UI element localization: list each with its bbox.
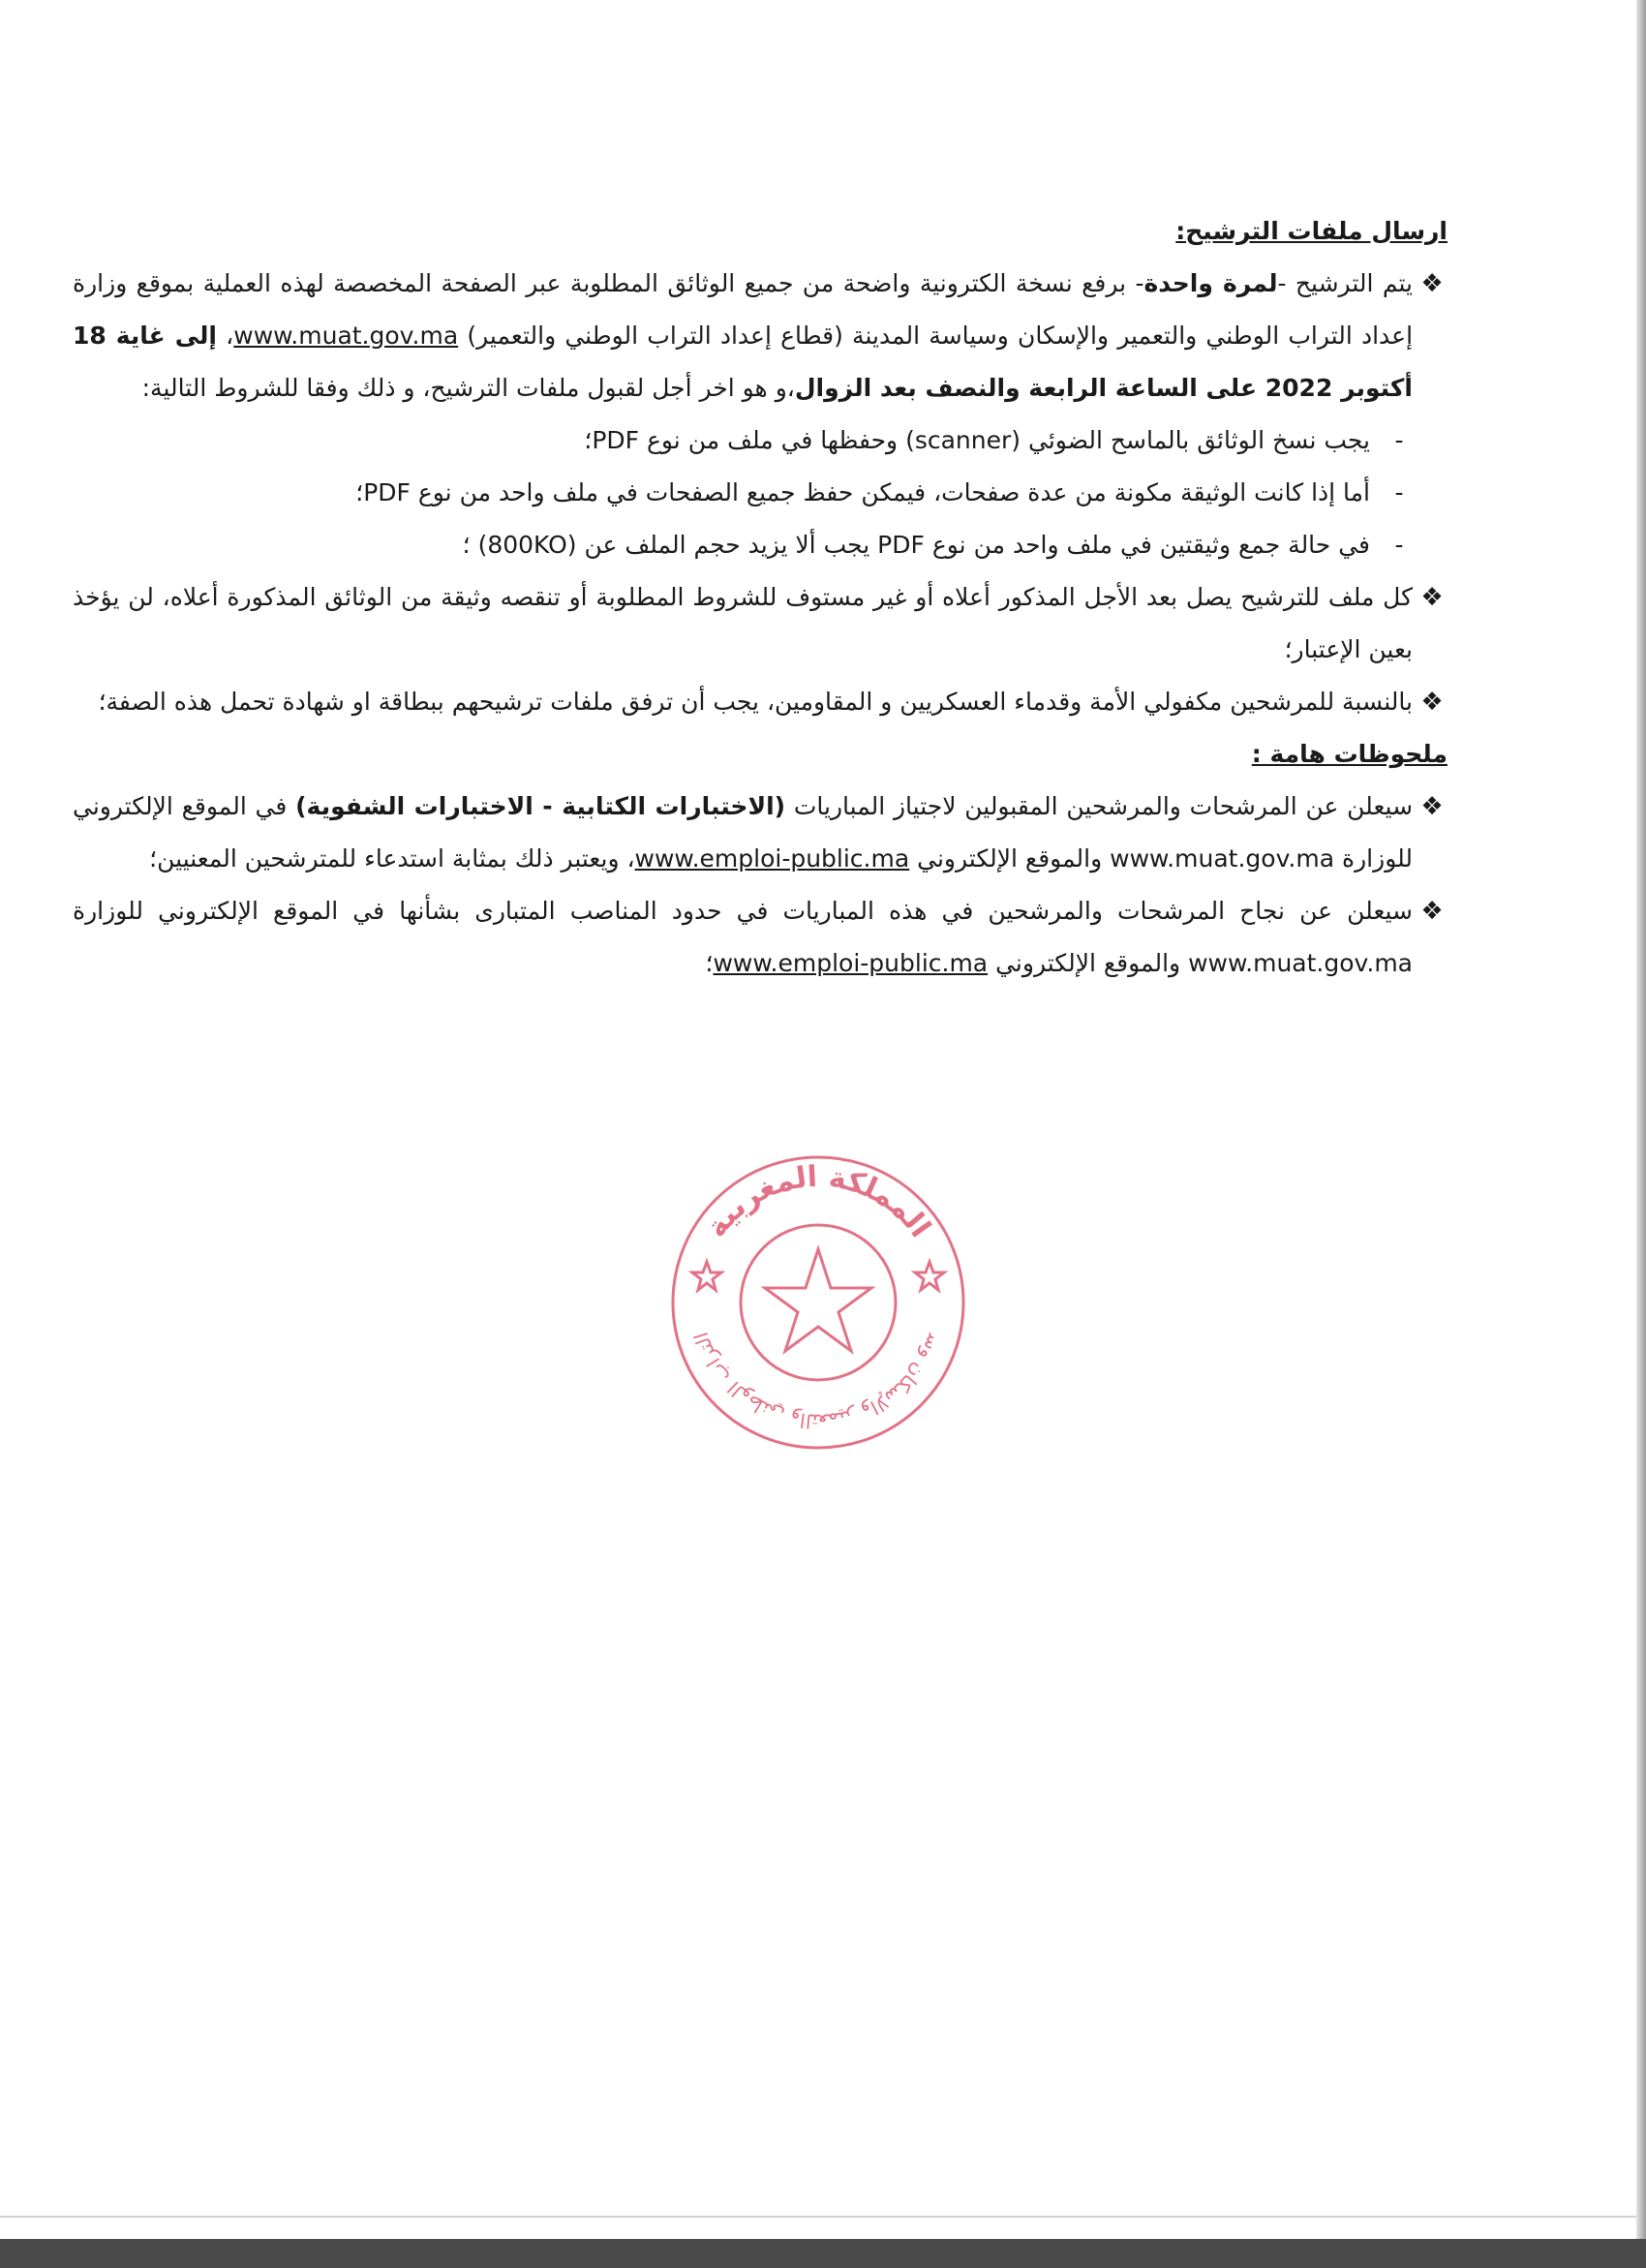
condition-item: - أما إذا كانت الوثيقة مكونة من عدة صفحات، فيمكن حفظ جميع الصفحات في ملف واحد من نوع PDF؛ [73, 467, 1448, 519]
link-emploi-public[interactable]: www.emploi-public.ma [713, 949, 989, 977]
heading-submission: ارسال ملفات الترشيح: [1175, 217, 1448, 245]
scan-line [0, 2216, 1636, 2218]
bullet-icon: ❖ [1420, 269, 1444, 298]
deadline-text: إلى غاية 18 أكتوبر 2022 على الساعة الرابعة والنصف بعد الزوال [73, 322, 1413, 402]
link-muat[interactable]: www.muat.gov.ma [233, 322, 459, 350]
bullet-icon: ❖ [1420, 583, 1444, 612]
link-emploi-public[interactable]: www.emploi-public.ma [634, 844, 910, 873]
bullet-icon: ❖ [1420, 897, 1444, 926]
document-body [73, 205, 1448, 990]
page-edge-shadow [1636, 0, 1646, 2268]
paragraph-submission: ❖ يتم الترشيح -لمرة واحدة- برفع نسخة الكترونية واضحة من جميع الوثائق المطلوبة عبر الصفحة المخصصة لهذه العملية بموقع وزارة إعداد التراب الوطني والتعمير والإسكان وسياسة المدينة (قطاع إعداد التراب الوطني والتعمير) www.muat.gov.ma، إلى غاية 18 أكتوبر 2022 على الساعة الرابعة والنصف بعد الزوال،و هو اخر أجل لقبول ملفات الترشيح، و ذلك وفقا للشروط التالية: [73, 258, 1448, 414]
dash-icon: - [1394, 426, 1404, 454]
ministry-stamp [663, 1148, 973, 1457]
note-results: ❖ سيعلن عن نجاح المرشحات والمرشحين في هذه المباريات في حدود المناصب المتبارى بشأنها في الموقع الإلكتروني للوزارة www.muat.gov.ma والموقع الإلكتروني www.emploi-public.ma؛ [73, 885, 1448, 990]
dash-icon: - [1394, 531, 1404, 559]
paragraph-late-files: ❖ كل ملف للترشيح يصل بعد الأجل المذكور أعلاه أو غير مستوف للشروط المطلوبة أو تنقصه وثيقة من الوثائق المذكورة أعلاه، لن يؤخذ بعين الإعتبار؛ [73, 571, 1448, 676]
heading-notes: ملحوظات هامة : [1251, 740, 1448, 768]
scan-bottom-band [0, 2239, 1646, 2268]
condition-item: - في حالة جمع وثيقتين في ملف واحد من نوع PDF يجب ألا يزيد حجم الملف عن (800KO) ؛ [73, 519, 1448, 571]
svg-text:المملكة المغربية: المملكة المغربية [699, 1159, 937, 1244]
site-muat: www.muat.gov.ma [1188, 949, 1413, 977]
note-admitted: ❖ سيعلن عن المرشحات والمرشحين المقبولين لاجتياز المباريات (الاختبارات الكتابية - الاختبارات الشفوية) في الموقع الإلكتروني للوزارة www.muat.gov.ma والموقع الإلكتروني www.emploi-public.ma، ويعتبر ذلك بمثابة استدعاء للمترشحين المعنيين؛ [73, 781, 1448, 885]
dash-icon: - [1394, 478, 1404, 506]
svg-text:وزارة إعداد التراب الوطني والت: التراب الوطني والتعمير والإسكان وس [688, 1329, 947, 1433]
site-muat: www.muat.gov.ma [1110, 844, 1335, 873]
bullet-icon: ❖ [1420, 792, 1444, 821]
paragraph-special-candidates: ❖ بالنسبة للمرشحين مكفولي الأمة وقدماء العسكريين و المقاومين، يجب أن ترفق ملفات ترشيحهم ببطاقة او شهادة تحمل هذه الصفة؛ [73, 676, 1448, 728]
stamp-seal-icon [663, 1148, 973, 1457]
condition-item: - يجب نسخ الوثائق بالماسح الضوئي (scanner) وحفظها في ملف من نوع PDF؛ [73, 414, 1448, 467]
bullet-icon: ❖ [1420, 688, 1444, 717]
